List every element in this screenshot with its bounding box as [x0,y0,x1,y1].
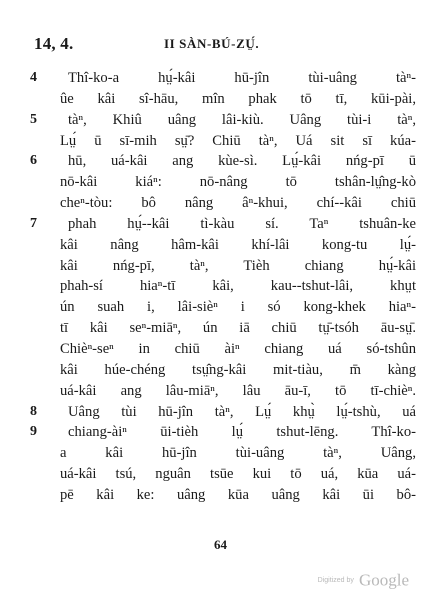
verse-number: 5 [30,111,37,127]
running-header [34,34,407,56]
line-text: Uâng tùi hū-jîn tàⁿ, Lṳ́ khṳ̀ lṳ́-tshù, uá [68,403,416,420]
text-line [30,89,416,110]
line-text: tī kâi seⁿ-miāⁿ, ún iā chiū tṳ̄-tsóh āu-sṳ̄. [60,320,416,337]
text-line [30,443,416,464]
line-text: a kâi hū-jîn tùi-uâng tàⁿ, Uâng, [60,445,416,462]
page-number: 64 [214,537,227,552]
text-line [30,131,416,152]
text-line [30,68,416,89]
text-line [30,256,416,277]
text-line [30,110,416,131]
body-text [30,68,416,506]
text-line [30,172,416,193]
verse-number: 4 [30,70,37,85]
line-text: Chièⁿ-seⁿ in chiū àiⁿ chiang uá só-tshûn [60,340,416,357]
text-line [30,381,416,402]
line-text: kâi húe-chéng tsṳ̂ng-kâi mit-tiàu, m̄ kàng [60,361,416,378]
watermark-prefix: Digitized by [317,577,354,584]
text-line [30,318,416,339]
google-logo: Google [358,570,409,590]
text-line [30,193,416,214]
line-text: ûe kâi sî-hāu, mîn phak tō tī, kūi-pài, [60,90,416,107]
line-text: kâi nńg-pī, tàⁿ, Tièh chiang hṳ́-kâi [60,257,416,274]
verse-number: 7 [30,215,37,231]
line-text: phah hṳ́--kâi tì-kàu sí. Taⁿ tshuân-ke [68,215,416,232]
line-text: Lṳ́ ū sī-mih sṳ̄? Chiū tàⁿ, Uá sit sī kúa- [60,132,416,149]
verse-number: 6 [30,153,37,169]
text-line [30,214,416,235]
text-line [30,485,416,506]
google-watermark [318,570,409,591]
line-text: uá-kâi ang lâu-miāⁿ, lâu āu-ī, tō tī-chièⁿ. [60,382,416,399]
line-text: hū, uá-kâi ang kùe-sì. Lṳ́-kâi nńg-pī ū [68,153,416,170]
book-title: II SÀN-BÚ-ZṲ́. [164,36,260,51]
line-text: nō-kâi kiáⁿ: nō-nâng tō tshân-lṳ̂ng-kò [60,174,416,191]
verse-number: 8 [30,403,37,419]
verse-number: 9 [30,424,37,440]
text-line [30,151,416,172]
line-text: kâi nâng hâm-kâi khí-lâi kong-tu lṳ́- [60,236,416,253]
text-line [30,276,416,297]
text-line [30,339,416,360]
line-text: uá-kâi tsú, nguân tsūe kui tō uá, kūa uá- [60,466,416,483]
text-line [30,297,416,318]
line-text: ún suah i, lâi-sièⁿ i só kong-khek hiaⁿ- [60,299,416,316]
line-text: chiang-àiⁿ ūi-tièh lṳ́ tshut-lēng. Thî-ko- [68,424,416,441]
chapter-verse-reference: 14, 4. [34,34,74,53]
text-line [30,464,416,485]
line-text: Thî-ko-a hṳ́-kâi hū-jîn tùi-uâng tàⁿ- [68,70,416,86]
text-line [30,235,416,256]
text-line [30,402,416,423]
text-line [30,360,416,381]
line-text: tàⁿ, Khiû uâng lâi-kiù. Uâng tùi-i tàⁿ, [68,111,416,128]
line-text: cheⁿ-tòu: bô nâng âⁿ-khui, chí--kâi chiū [60,195,416,212]
line-text: pē kâi ke: uâng kūa uâng kâi ūi bô- [60,486,416,503]
line-text: phah-sí hiaⁿ-tī kâi, kau--tshut-lâi, khṳt [60,278,416,295]
text-line [30,422,416,443]
